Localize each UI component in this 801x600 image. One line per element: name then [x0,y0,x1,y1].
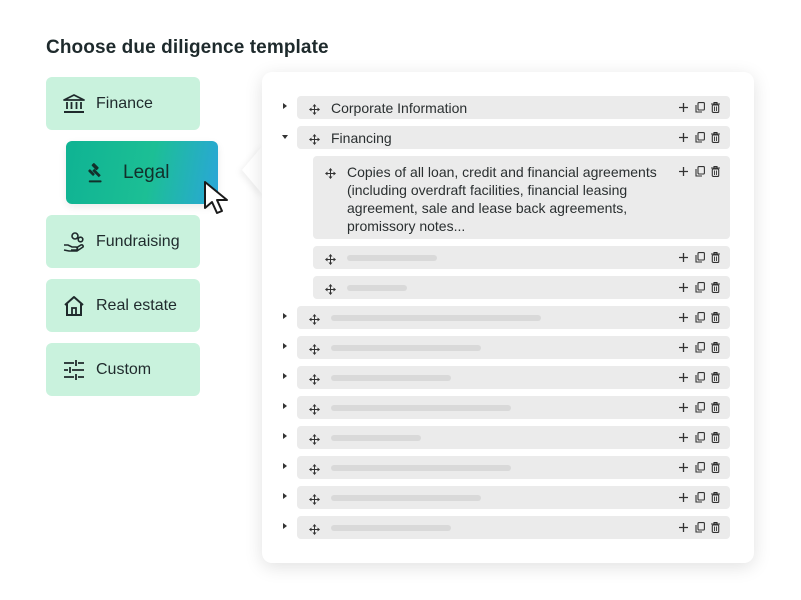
expand-caret-icon[interactable] [283,103,287,109]
template-label: Real estate [96,296,177,314]
add-icon[interactable] [678,342,689,353]
tree-row-placeholder[interactable] [297,336,730,359]
trash-icon[interactable] [710,372,721,383]
text-placeholder [331,435,421,441]
copy-icon[interactable] [694,402,705,413]
tree-row-placeholder[interactable] [297,426,730,449]
text-placeholder [331,495,481,501]
trash-icon[interactable] [710,432,721,443]
tree-row-placeholder[interactable] [297,366,730,389]
template-label: Custom [96,360,152,378]
trash-icon[interactable] [710,282,721,293]
drag-handle-icon[interactable] [309,342,320,353]
drag-handle-icon[interactable] [309,372,320,383]
drag-handle-icon[interactable] [325,166,336,177]
trash-icon[interactable] [710,102,721,113]
copy-icon[interactable] [694,312,705,323]
template-custom[interactable] [46,343,200,396]
template-fundraising[interactable] [46,215,200,268]
drag-handle-icon[interactable] [309,132,320,143]
drag-handle-icon[interactable] [309,102,320,113]
tree-subrow-placeholder[interactable] [313,246,730,269]
template-label: Finance [96,94,153,112]
add-icon[interactable] [678,132,689,143]
tree-subrow-label: Copies of all loan, credit and financial agreements (including overdraft facilities, financial leasing agreement, sale and lease back agreements, promissory notes... [347,164,657,234]
expand-caret-icon[interactable] [283,523,287,529]
copy-icon[interactable] [694,102,705,113]
add-icon[interactable] [678,102,689,113]
copy-icon[interactable] [694,462,705,473]
add-icon[interactable] [678,312,689,323]
drag-handle-icon[interactable] [309,462,320,473]
trash-icon[interactable] [710,462,721,473]
tree-row-label: Corporate Information [331,100,468,116]
tree-row-placeholder[interactable] [297,516,730,539]
expand-caret-icon[interactable] [283,493,287,499]
trash-icon[interactable] [710,252,721,263]
add-icon[interactable] [678,282,689,293]
text-placeholder [347,255,437,261]
expand-caret-icon[interactable] [283,313,287,319]
text-placeholder [331,525,451,531]
tree-row-placeholder[interactable] [297,486,730,509]
copy-icon[interactable] [694,132,705,143]
mouse-cursor-icon [203,180,233,221]
text-placeholder [331,345,481,351]
text-placeholder [331,375,451,381]
trash-icon[interactable] [710,492,721,503]
copy-icon[interactable] [694,522,705,533]
tree-row-placeholder[interactable] [297,306,730,329]
page-title: Choose due diligence template [46,37,329,58]
template-label: Fundraising [96,232,180,250]
copy-icon[interactable] [694,282,705,293]
drag-handle-icon[interactable] [325,252,336,263]
add-icon[interactable] [678,252,689,263]
text-placeholder [331,405,511,411]
trash-icon[interactable] [710,342,721,353]
copy-icon[interactable] [694,372,705,383]
expand-caret-icon[interactable] [283,343,287,349]
add-icon[interactable] [678,522,689,533]
collapse-caret-icon[interactable] [282,135,288,139]
trash-icon[interactable] [710,522,721,533]
panel-pointer [242,144,264,196]
text-placeholder [331,465,511,471]
template-finance[interactable] [46,77,200,130]
add-icon[interactable] [678,372,689,383]
expand-caret-icon[interactable] [283,463,287,469]
expand-caret-icon[interactable] [283,403,287,409]
sliders-icon [63,359,85,381]
bank-icon [63,93,85,115]
expand-caret-icon[interactable] [283,433,287,439]
tree-row-label: Financing [331,130,392,146]
text-placeholder [347,285,407,291]
copy-icon[interactable] [694,342,705,353]
drag-handle-icon[interactable] [309,492,320,503]
tree-row-financing[interactable] [297,126,730,149]
drag-handle-icon[interactable] [325,282,336,293]
drag-handle-icon[interactable] [309,402,320,413]
tree-row-placeholder[interactable] [297,396,730,419]
trash-icon[interactable] [710,402,721,413]
template-real-estate[interactable] [46,279,200,332]
add-icon[interactable] [678,462,689,473]
text-placeholder [331,315,541,321]
add-icon[interactable] [678,402,689,413]
gavel-icon [86,162,108,184]
add-icon[interactable] [678,432,689,443]
expand-caret-icon[interactable] [283,373,287,379]
template-legal[interactable] [66,141,218,204]
drag-handle-icon[interactable] [309,522,320,533]
add-icon[interactable] [678,492,689,503]
house-icon [63,295,85,317]
hand-coins-icon [63,231,85,253]
tree-row-placeholder[interactable] [297,456,730,479]
trash-icon[interactable] [710,312,721,323]
drag-handle-icon[interactable] [309,432,320,443]
template-label: Legal [123,161,170,183]
copy-icon[interactable] [694,492,705,503]
trash-icon[interactable] [710,166,721,177]
tree-subrow-loan-agreements[interactable] [313,156,730,239]
copy-icon[interactable] [694,166,705,177]
template-preview-panel [262,72,754,563]
drag-handle-icon[interactable] [309,312,320,323]
tree-subrow-placeholder[interactable] [313,276,730,299]
tree-row-corporate-information[interactable] [297,96,730,119]
trash-icon[interactable] [710,132,721,143]
copy-icon[interactable] [694,252,705,263]
copy-icon[interactable] [694,432,705,443]
add-icon[interactable] [678,166,689,177]
